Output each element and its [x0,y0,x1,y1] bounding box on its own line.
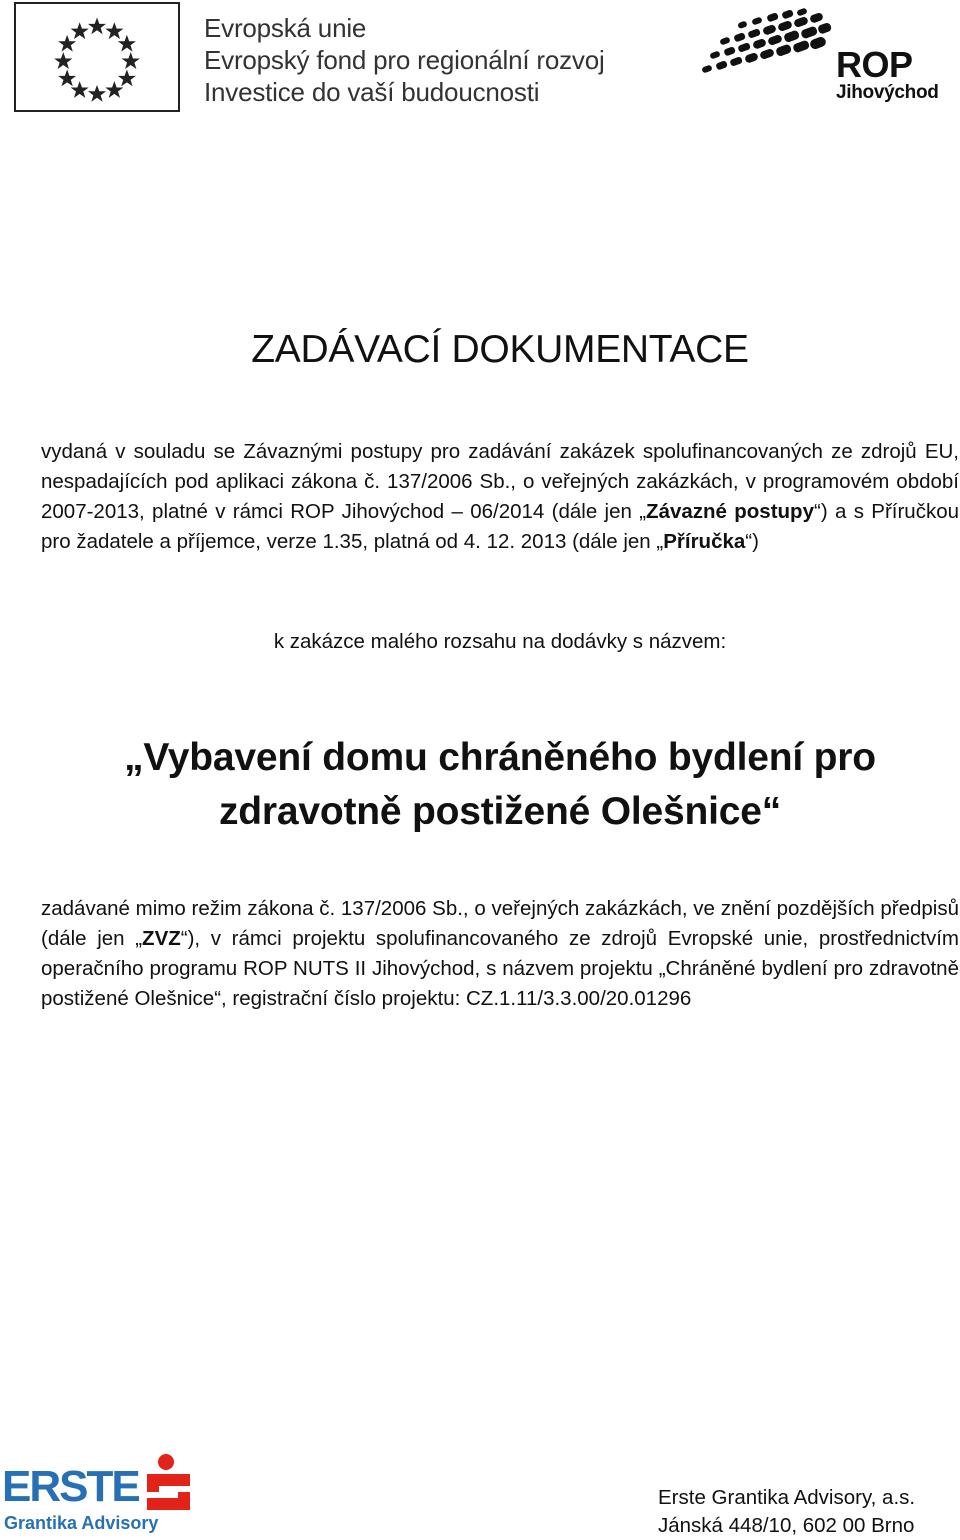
mode-text-1: zadávané mimo režim zákona č. 137/2006 Sb., o veřejných zakázkách, ve znění pozdějších předpisů (dále jen „ [41,897,959,950]
project-title-line-2: zdravotně postižené Olešnice“ [218,790,782,833]
eu-line-2: Evropský fond pro regionální rozvoj [204,45,605,75]
eu-stars-icon [16,4,178,110]
footer-company: Erste Grantika Advisory, a.s. [658,1486,916,1509]
project-title [0,731,960,839]
intro-text-3: “) [745,530,759,553]
intro-paragraph [41,437,959,557]
mode-bold-zvz: ZVZ [142,927,181,950]
footer-street: Jánská 448/10, 602 00 Brno [658,1514,915,1537]
rop-name: ROP [836,44,913,85]
project-title-line-1: „Vybavení domu chráněného bydlení pro [124,736,876,779]
erste-logo-sub: Grantika Advisory [4,1513,159,1533]
eu-line-3: Investice do vaší budoucnosti [204,77,540,107]
eu-line-1: Evropská unie [204,13,367,43]
intro-text-1: vydaná v souladu se Závaznými postupy pro zadávání zakázek spolufinancovaných ze zdrojů EU, nespadajících pod aplikaci zákona č. 137/2006 Sb., o veřejných zakázkách, v programovém období 2007-2013, platné v rámci ROP Jihovýchod – 06/2014 (dále jen „ [41,440,959,523]
lead-text: k zakázce malého rozsahu na dodávky s názvem: [273,630,727,653]
footer-address [658,1484,915,1540]
intro-bold-prirucka: Příručka [663,530,746,553]
erste-logo-word: ERSTE [2,1462,139,1511]
document-title: ZADÁVACÍ DOKUMENTACE [251,328,749,371]
eu-flag-logo [14,2,180,112]
mode-text-2: “), v rámci projektu spolufinancovaného ze zdrojů Evropské unie, prostřednictvím operačního programu ROP NUTS II Jihovýchod, s názvem projektu „Chráněné bydlení pro zdravotně postižené Olešnice“, registrační číslo projektu: CZ.1.11/3.3.00/20.01296 [41,927,959,1010]
rop-region: Jihovýchod [836,82,939,103]
mode-paragraph [41,894,959,1014]
intro-text-2: “) a s Příručkou pro žadatele a příjemce, verze 1.35, platná od 4. 12. 2013 (dále jen „ [41,500,959,553]
eu-text-block [204,12,605,108]
intro-bold-zavazne-postupy: Závazné postupy [646,500,814,523]
